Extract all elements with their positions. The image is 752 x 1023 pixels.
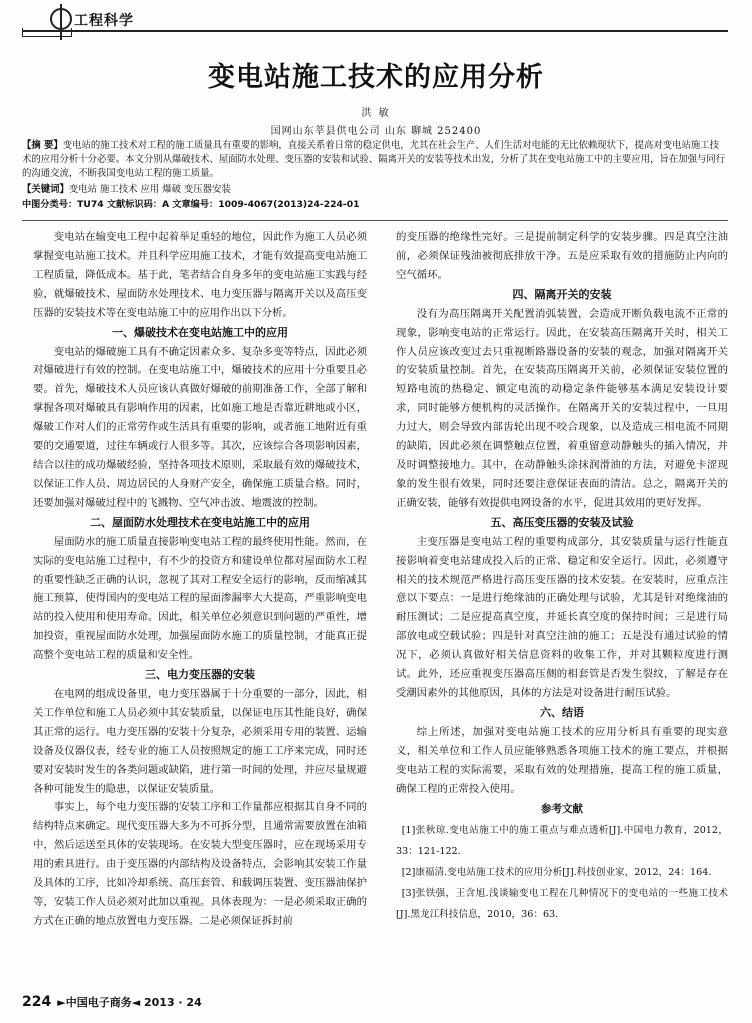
body-paragraph: 的变压器的绝缘性完好。三是提前制定科学的安装步骤。四是真空注油前，必须保证残油被彻底排放干净。五是应采取有效的措施防止内向的空气循环。 xyxy=(396,231,728,281)
section-label: 工程科学 xyxy=(74,13,134,29)
section-heading: 六、结语 xyxy=(540,705,584,719)
right-column-body xyxy=(396,228,728,798)
abstract-divider xyxy=(22,220,728,221)
author-affiliation: 国网山东莘县供电公司 山东 聊城 252400 xyxy=(270,126,482,137)
body-column-left xyxy=(33,228,367,931)
keywords-label: 【关键词】 xyxy=(22,184,69,195)
reference-item: [1]张秋琼.变电站施工中的施工重点与难点透析[J].中国电力教育，2012，33：121-122. xyxy=(396,825,728,858)
page-number: 224 xyxy=(22,994,52,1010)
header-ornament-circle-icon xyxy=(50,8,72,30)
body-paragraph: 变电站在输变电工程中起着举足重轻的地位，因此作为施工人员必须掌握变电站施工技术。并且科学应用施工技术，才能有效提高变电站施工工程质量，降低成本。基于此，笔者结合自身多年的变电站施工实践与经验，就爆破技术、屋面防水处理技术、电力变压器与隔离开关以及高压变压器的安装技术等在变电站施工中的应用作出以下分析。 xyxy=(33,231,367,319)
article-title: 变电站施工技术的应用分析 xyxy=(208,62,544,93)
journal-name: ►中国电子商务◄ 2013 · 24 xyxy=(57,996,202,1009)
body-paragraph: 综上所述，加强对变电站施工技术的应用分析具有重要的现实意义，相关单位和工作人员应能够熟悉各项施工技术的施工要点，并根据变电站工程的实际需要，采取有效的处理措施，提高工程的施工质量，确保工程的正常投入使用。 xyxy=(396,725,728,795)
article-author: 洪 敏 xyxy=(361,108,391,119)
reference-item: [3]张铁强，王含旭.浅谈输变电工程在几种情况下的变电站的一些施工技术[J].黑龙江科技信息，2010，36：63. xyxy=(396,888,728,921)
body-paragraph: 没有为高压隔离开关配置消弧装置，会造成开断负载电流不正常的现象，影响变电站的正常运行。因此，在安装高压隔离开关时，相关工作人员应该改变过去只重视断路器设备的安装的观念，加强对隔离开关的安装质量控制。首先，在安装高压隔离开关前，必须保证安装位置的短路电流的热稳定、额定电流的动稳定条件能够基本满足安装设计要求，同时能够方便机构的灵活操作。在隔离开关的安装过程中，一旦用力过大，则会导致内部齿轮出现不咬合现象，以及造成三相电流不同期的缺陷，因此必须在调整触点位置，着重留意动静触头的插入情况，并及时调整接地力。其中，在动静触头涂抹润滑油的方法，对避免卡涩现象的发生很有效果，同时还要注意保证表面的清洁。总之，隔离开关的正确安装，能够有效提供电网设备的水平，促进其效用的更好发挥。 xyxy=(396,307,728,509)
header-rule xyxy=(22,30,728,32)
body-column-right xyxy=(396,228,728,925)
section-heading: 一、爆破技术在变电站施工中的应用 xyxy=(112,325,288,339)
body-paragraph: 事实上，每个电力变压器的安装工序和工作量都应根据其自身不同的结构特点来确定。现代变压器大多为不可拆分型，且通常需要放置在油箱中，然后运送至具体的安装现场。在安装大型变压器时，应在现场采用专用的索具进行。由于变压器的内部结构及设备特点，会影响其安装工作量及具体的工序，比如冷却系统、高压套管、和载调压装置、变压器油保护等，安装工作人员必须对此加以重视。具体表现为：一是必须采取正确的方式在正确的地点放置电力变压器。二是必须保证拆封前 xyxy=(33,801,367,927)
reference-item: [2]康福清.变电站施工技术的应用分析[J].科技创业家，2012，24：164. xyxy=(401,867,712,879)
references-heading: 参考文献 xyxy=(541,803,583,816)
section-heading: 四、隔离开关的安装 xyxy=(512,287,612,301)
body-paragraph: 在电网的组成设备里，电力变压器属于十分重要的一部分，因此，相关工作单位和施工人员必须中其安装质量，以保证电压其性能良好，确保其正常的运行。电力变压器的安装十分复杂，必须采用专用的装置、运输设备及仪器仪表，经专业的施工人员按照规定的施工工序来完成，同时还要对安装时发生的各类问题或缺陷，进行第一时间的处理，并应尽量规避各种可能发生的隐患，以保证安装质量。 xyxy=(33,688,367,795)
section-heading: 五、高压变压器的安装及试验 xyxy=(490,515,634,529)
section-heading: 三、电力变压器的安装 xyxy=(145,668,255,682)
body-paragraph: 主变压器是变电站工程的重要构成部分，其安装质量与运行性能直接影响着变电站建成投入后的正常、稳定和安全运行。因此，必须遵守相关的技术规范严格进行高压变压器的技术安装。在安装时，应重点注意以下要点：一是进行绝缘油的正确处理与试验，尤其是针对绝缘油的耐压测试；二是应提高真空度，并延长真空度的保持时间；三是进行局部放电或空载试验；四是针对真空注油的施工；五是没有通过试验的情况下，必须认真做好相关信息资料的收集工作，并对其颗粒度进行测试。此外，还应重视变压器高压侧的相套管是否发生裂纹，了解是存在受潮因素外的其他原因，具体的方法是对设备进行耐压试验。 xyxy=(396,535,728,699)
references-list xyxy=(396,820,728,925)
body-paragraph: 变电站的爆破施工具有不确定因素众多、复杂多变等特点，因此必须对爆破进行有效的控制。在变电站施工中，爆破技术的应用十分重要且必要。首先，爆破技术人员应该认真做好爆破的前期准备工作，全部了解和掌握各项对爆破具有影响作用的因素，比如施工地是否靠近耕地或小区，爆破工作对人们的正常劳作或生活具有重要的影响，或者施工地附近有重要的交通要道，过往车辆或行人很多等。其次，应该综合各项影响因素，结合以往的成功爆破经验，坚持各项技术原则，采取最有效的爆破技术，以保证工作人员、周边居民的人身财产安全，确保施工质量合格。同时，还要加强对爆破过程中的飞溅物、空气冲击波、地震波的控制。 xyxy=(33,345,367,509)
body-paragraph: 屋面防水的施工质量直接影响变电站工程的最终使用性能。然而，在实际的变电站施工过程中，有不少的投资方和建设单位都对屋面防水工程的重要性缺乏正确的认识，忽视了其对工程安全运行的影响，反而缩减其施工预算，使得国内的变电站工程的屋面渗漏率大大提高，严重影响变电站的投入使用和使用寿命。因此，相关单位必须意识到问题的严重性，增加投资，重视屋面防水处理，加强屋面防水施工的质量控制，才能真正提高整个变电站工程的质量和安全性。 xyxy=(33,535,367,662)
classification-line: 中图分类号：TU74 文献标识码：A 文章编号：1009-4067(2013)24-224-01 xyxy=(22,199,360,210)
page-footer xyxy=(22,994,422,1010)
abstract xyxy=(22,139,728,181)
abstract-label: 【摘 要】 xyxy=(22,140,63,151)
section-heading: 二、屋面防水处理技术在变电站施工中的应用 xyxy=(90,515,310,529)
keywords xyxy=(22,183,728,197)
abstract-text: 变电站的施工技术对工程的施工质量具有重要的影响，直接关系着日常的稳定供电，尤其在社会生产、人们生活对电能的无比依赖现状下，提高对变电站施工技术的应用分析十分必要。本文分别从爆破技术、屋面防水处理、变压器的安装和试验、隔离开关的安装等技术出发，分析了其在变电站施工中的主要应用，旨在加强与同行的沟通交流，不断我国变电站工程的施工质量。 xyxy=(22,140,726,179)
section-header xyxy=(22,8,728,34)
keywords-text: 变电站 施工技术 应用 爆破 变压器安装 xyxy=(68,184,231,195)
